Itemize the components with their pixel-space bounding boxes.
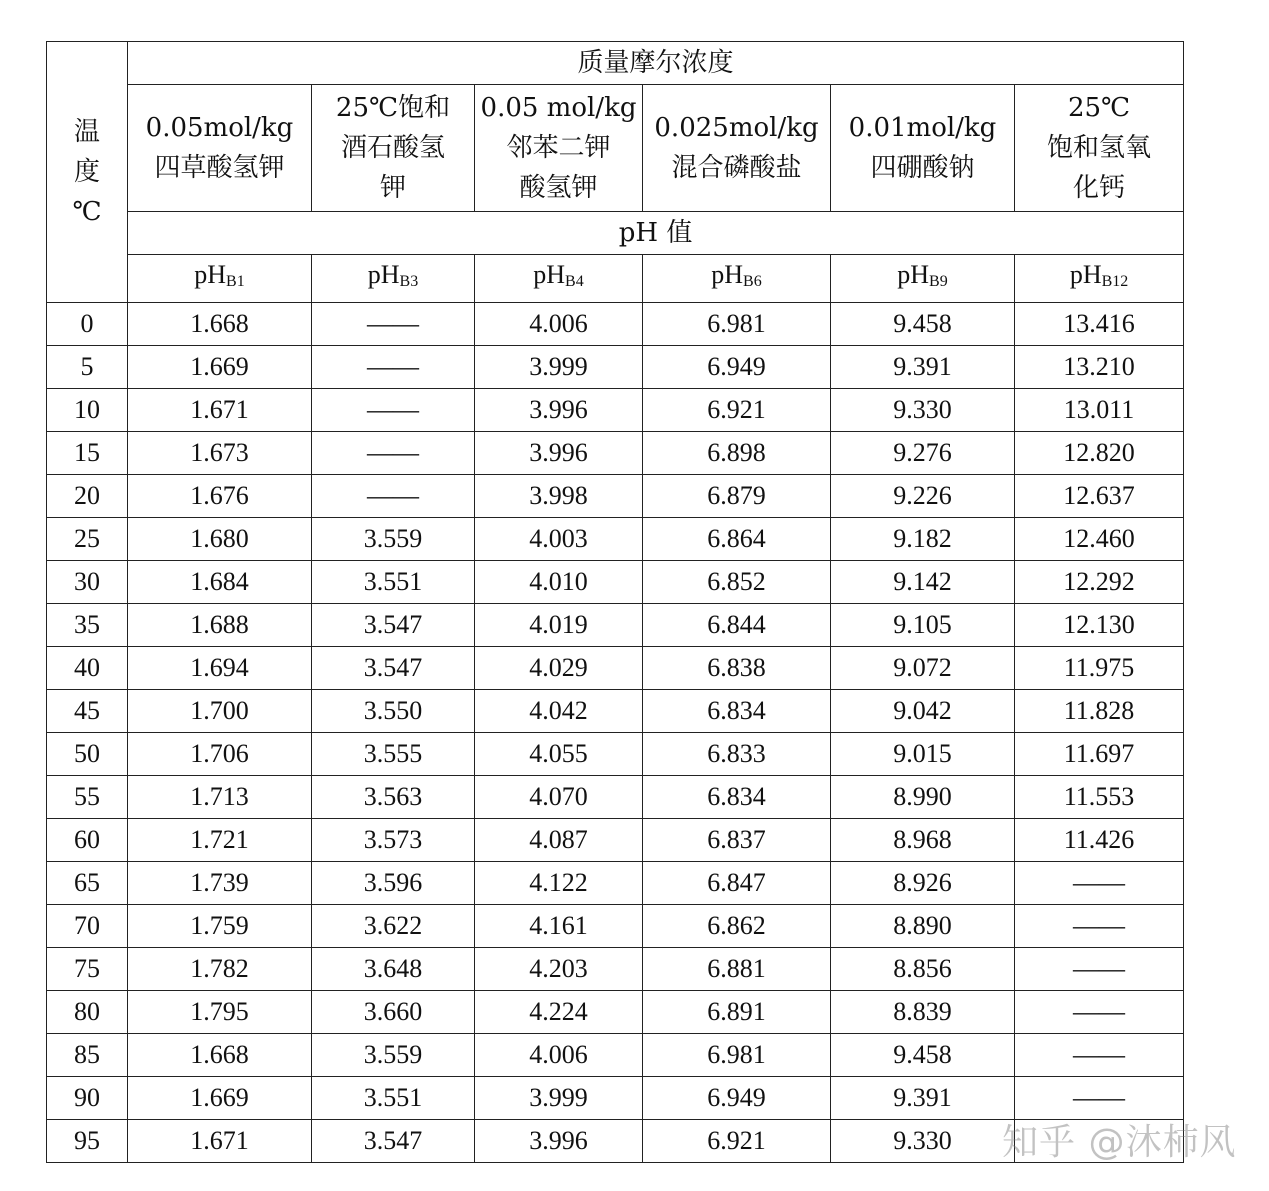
temperature-cell: 45 [47,690,128,733]
temperature-cell: 35 [47,604,128,647]
ph-value-cell: 1.694 [128,647,312,690]
ph-value-cell: 9.105 [831,604,1015,647]
temperature-cell: 25 [47,518,128,561]
ph-symbol-header [1015,255,1184,303]
ph-value-cell: 3.551 [312,1077,475,1120]
temperature-cell: 30 [47,561,128,604]
ph-value-cell: 11.975 [1015,647,1184,690]
temperature-header-unit: ℃ [72,197,102,227]
ph-buffer-table [46,41,1184,1163]
ph-value-cell: 9.142 [831,561,1015,604]
solution-header [643,85,831,212]
ph-symbol-subscript: B12 [1101,273,1129,290]
solution-header [831,85,1015,212]
ph-value-cell: 3.998 [475,475,643,518]
ph-value-cell: 1.688 [128,604,312,647]
ph-value-cell: 1.673 [128,432,312,475]
ph-value-cell: 3.996 [475,432,643,475]
header-row-symbols [47,255,1184,303]
ph-value-cell: 3.555 [312,733,475,776]
table-row [47,1034,1184,1077]
ph-value-cell: 1.706 [128,733,312,776]
ph-symbol-subscript: B4 [565,273,584,290]
ph-value-cell: 1.668 [128,1034,312,1077]
solution-header [475,85,643,212]
ph-value-cell: 11.553 [1015,776,1184,819]
ph-value-cell: 11.426 [1015,819,1184,862]
table-row [47,346,1184,389]
ph-value-cell: 8.926 [831,862,1015,905]
ph-value-cell: 4.006 [475,1034,643,1077]
ph-symbol-subscript: B1 [226,273,245,290]
ph-symbol-header [831,255,1015,303]
ph-value-cell: 6.891 [643,991,831,1034]
ph-value-cell: —— [1015,1077,1184,1120]
ph-symbol-base: pH [897,260,930,289]
ph-value-cell: 1.782 [128,948,312,991]
temperature-cell: 5 [47,346,128,389]
temperature-header-line: 温 [73,117,100,147]
ph-value-cell: 1.676 [128,475,312,518]
ph-value-cell: —— [312,303,475,346]
ph-symbol-header [312,255,475,303]
solution-header-line: 0.025mol/kg [654,113,819,143]
temperature-cell: 60 [47,819,128,862]
solution-header-line: 钾 [379,173,406,203]
ph-value-cell: 3.660 [312,991,475,1034]
solution-header-line: 邻苯二钾 [506,133,611,163]
ph-value-cell: 1.721 [128,819,312,862]
solution-header-line: 0.01mol/kg [848,113,997,143]
table-row [47,475,1184,518]
solution-header-line: 0.05mol/kg [145,113,294,143]
table-row [47,303,1184,346]
ph-value-cell: 9.458 [831,303,1015,346]
ph-value-cell: 3.996 [475,1120,643,1163]
solution-header [128,85,312,212]
ph-symbol-header [475,255,643,303]
ph-symbol-base: pH [533,260,566,289]
ph-value-cell: 1.671 [128,1120,312,1163]
ph-value-cell: 3.547 [312,647,475,690]
ph-value-cell: 6.898 [643,432,831,475]
ph-value-cell: 3.573 [312,819,475,862]
temperature-cell: 50 [47,733,128,776]
solution-header-line: 25℃ [1067,93,1131,123]
ph-value-cell: 1.739 [128,862,312,905]
temperature-cell: 20 [47,475,128,518]
header-row-concentration [47,42,1184,85]
ph-value-cell: 3.559 [312,1034,475,1077]
ph-value-cell: 1.668 [128,303,312,346]
ph-value-cell: 6.834 [643,690,831,733]
solution-header-line: 混合磷酸盐 [671,153,802,183]
ph-symbol-header [128,255,312,303]
table-row [47,862,1184,905]
ph-value-cell: —— [312,389,475,432]
table-row [47,389,1184,432]
ph-value-cell: 13.416 [1015,303,1184,346]
solution-header-line: 饱和氢氧 [1047,133,1152,163]
ph-value-cell: —— [1015,862,1184,905]
ph-value-cell: 4.010 [475,561,643,604]
ph-value-cell: 6.921 [643,389,831,432]
ph-value-cell: —— [1015,1034,1184,1077]
ph-value-cell: 9.015 [831,733,1015,776]
ph-value-cell: 9.276 [831,432,1015,475]
ph-value-cell: 9.072 [831,647,1015,690]
ph-value-cell: 1.684 [128,561,312,604]
ph-value-cell: 6.949 [643,1077,831,1120]
ph-value-cell: 3.547 [312,604,475,647]
ph-value-cell: 8.990 [831,776,1015,819]
ph-value-cell: 6.852 [643,561,831,604]
ph-symbol-base: pH [194,260,227,289]
temperature-cell: 15 [47,432,128,475]
ph-value-cell: 6.949 [643,346,831,389]
ph-value-cell: 4.203 [475,948,643,991]
solution-header-line: 化钙 [1073,173,1126,203]
ph-value-cell: 3.559 [312,518,475,561]
table-row [47,819,1184,862]
ph-value-cell: 3.551 [312,561,475,604]
ph-value-cell: 3.648 [312,948,475,991]
temperature-header [47,42,128,303]
ph-value-cell: 6.981 [643,1034,831,1077]
ph-value-cell: 6.862 [643,905,831,948]
watermark: 知乎 @沐杮风 [1002,1122,1237,1163]
ph-value-cell: 12.637 [1015,475,1184,518]
ph-value-cell: 11.697 [1015,733,1184,776]
table-row [47,432,1184,475]
ph-value-cell: 8.856 [831,948,1015,991]
concentration-header: 质量摩尔浓度 [128,42,1184,85]
ph-symbol-header [643,255,831,303]
ph-value-cell: 3.596 [312,862,475,905]
table-row [47,905,1184,948]
temperature-header-line: 度 [73,157,100,187]
header-row-ph [47,212,1184,255]
table-row [47,561,1184,604]
ph-value-cell: 9.330 [831,389,1015,432]
ph-value-cell: 1.795 [128,991,312,1034]
solution-header-line: 四草酸氢钾 [154,153,285,183]
ph-symbol-base: pH [711,260,744,289]
ph-value-cell: 6.838 [643,647,831,690]
ph-value-cell: 6.837 [643,819,831,862]
ph-value-cell: 6.921 [643,1120,831,1163]
table-row [47,647,1184,690]
ph-value-cell: 3.563 [312,776,475,819]
ph-value-cell: 6.881 [643,948,831,991]
table-row [47,690,1184,733]
ph-value-cell: 1.669 [128,1077,312,1120]
ph-value-cell: 13.210 [1015,346,1184,389]
temperature-cell: 90 [47,1077,128,1120]
ph-value-cell: —— [1015,948,1184,991]
ph-value-cell: —— [1015,905,1184,948]
ph-value-cell: 3.999 [475,346,643,389]
ph-value-cell: 8.890 [831,905,1015,948]
temperature-cell: 85 [47,1034,128,1077]
solution-header [312,85,475,212]
ph-value-cell: 9.330 [831,1120,1015,1163]
ph-symbol-base: pH [367,260,400,289]
ph-value-cell: 6.864 [643,518,831,561]
temperature-cell: 70 [47,905,128,948]
ph-value-cell: 9.458 [831,1034,1015,1077]
ph-symbol-subscript: B9 [929,273,948,290]
ph-value-cell: 4.019 [475,604,643,647]
table-row [47,518,1184,561]
ph-value-cell: 1.680 [128,518,312,561]
ph-value-cell: 6.834 [643,776,831,819]
table-row [47,991,1184,1034]
ph-value-cell: 8.839 [831,991,1015,1034]
ph-value-header: pH 值 [128,212,1184,255]
ph-value-cell: —— [312,475,475,518]
ph-value-cell: 4.224 [475,991,643,1034]
ph-value-cell: 3.996 [475,389,643,432]
ph-symbol-base: pH [1069,260,1102,289]
ph-value-cell: 1.671 [128,389,312,432]
solution-header-line: 酸氢钾 [519,173,598,203]
ph-value-cell: 4.122 [475,862,643,905]
ph-value-cell: 3.550 [312,690,475,733]
solution-header-line: 25℃饱和 [335,93,451,123]
table-row [47,776,1184,819]
ph-value-cell: 9.391 [831,1077,1015,1120]
table-body [47,42,1184,1163]
ph-value-cell: 6.844 [643,604,831,647]
ph-value-cell: 12.292 [1015,561,1184,604]
table-row [47,733,1184,776]
temperature-cell: 55 [47,776,128,819]
ph-value-cell: —— [312,432,475,475]
solution-header-line: 0.05 mol/kg [480,93,637,123]
temperature-cell: 95 [47,1120,128,1163]
ph-value-cell: 4.070 [475,776,643,819]
solution-header [1015,85,1184,212]
ph-value-cell: 4.055 [475,733,643,776]
ph-value-cell: 12.460 [1015,518,1184,561]
ph-value-cell: 4.006 [475,303,643,346]
ph-value-cell: 4.042 [475,690,643,733]
ph-value-cell: 6.981 [643,303,831,346]
temperature-cell: 75 [47,948,128,991]
ph-value-cell: 4.003 [475,518,643,561]
ph-value-cell: 12.130 [1015,604,1184,647]
ph-value-cell: 6.879 [643,475,831,518]
ph-value-cell: 3.999 [475,1077,643,1120]
ph-symbol-subscript: B3 [399,273,419,290]
ph-value-cell: 9.042 [831,690,1015,733]
ph-value-cell: 4.029 [475,647,643,690]
header-row-solutions [47,85,1184,212]
ph-value-cell: 11.828 [1015,690,1184,733]
temperature-cell: 80 [47,991,128,1034]
solution-header-line: 酒石酸氢 [340,133,445,163]
ph-value-cell: 9.391 [831,346,1015,389]
ph-value-cell: —— [1015,991,1184,1034]
table-row [47,948,1184,991]
temperature-cell: 10 [47,389,128,432]
ph-value-cell: 3.622 [312,905,475,948]
solution-header-line: 四硼酸钠 [870,153,975,183]
ph-value-cell: —— [312,346,475,389]
ph-value-cell: 1.669 [128,346,312,389]
ph-value-cell: 9.226 [831,475,1015,518]
temperature-cell: 40 [47,647,128,690]
ph-value-cell: 4.161 [475,905,643,948]
temperature-cell: 0 [47,303,128,346]
ph-value-cell: 1.700 [128,690,312,733]
ph-value-cell: 8.968 [831,819,1015,862]
ph-value-cell: 9.182 [831,518,1015,561]
ph-value-cell: 6.833 [643,733,831,776]
ph-value-cell: 4.087 [475,819,643,862]
ph-value-cell: 1.713 [128,776,312,819]
ph-value-cell: 3.547 [312,1120,475,1163]
temperature-cell: 65 [47,862,128,905]
ph-value-cell: 1.759 [128,905,312,948]
ph-value-cell: 6.847 [643,862,831,905]
ph-symbol-subscript: B6 [743,273,762,290]
ph-value-cell: 13.011 [1015,389,1184,432]
table-row [47,604,1184,647]
ph-value-cell: 12.820 [1015,432,1184,475]
